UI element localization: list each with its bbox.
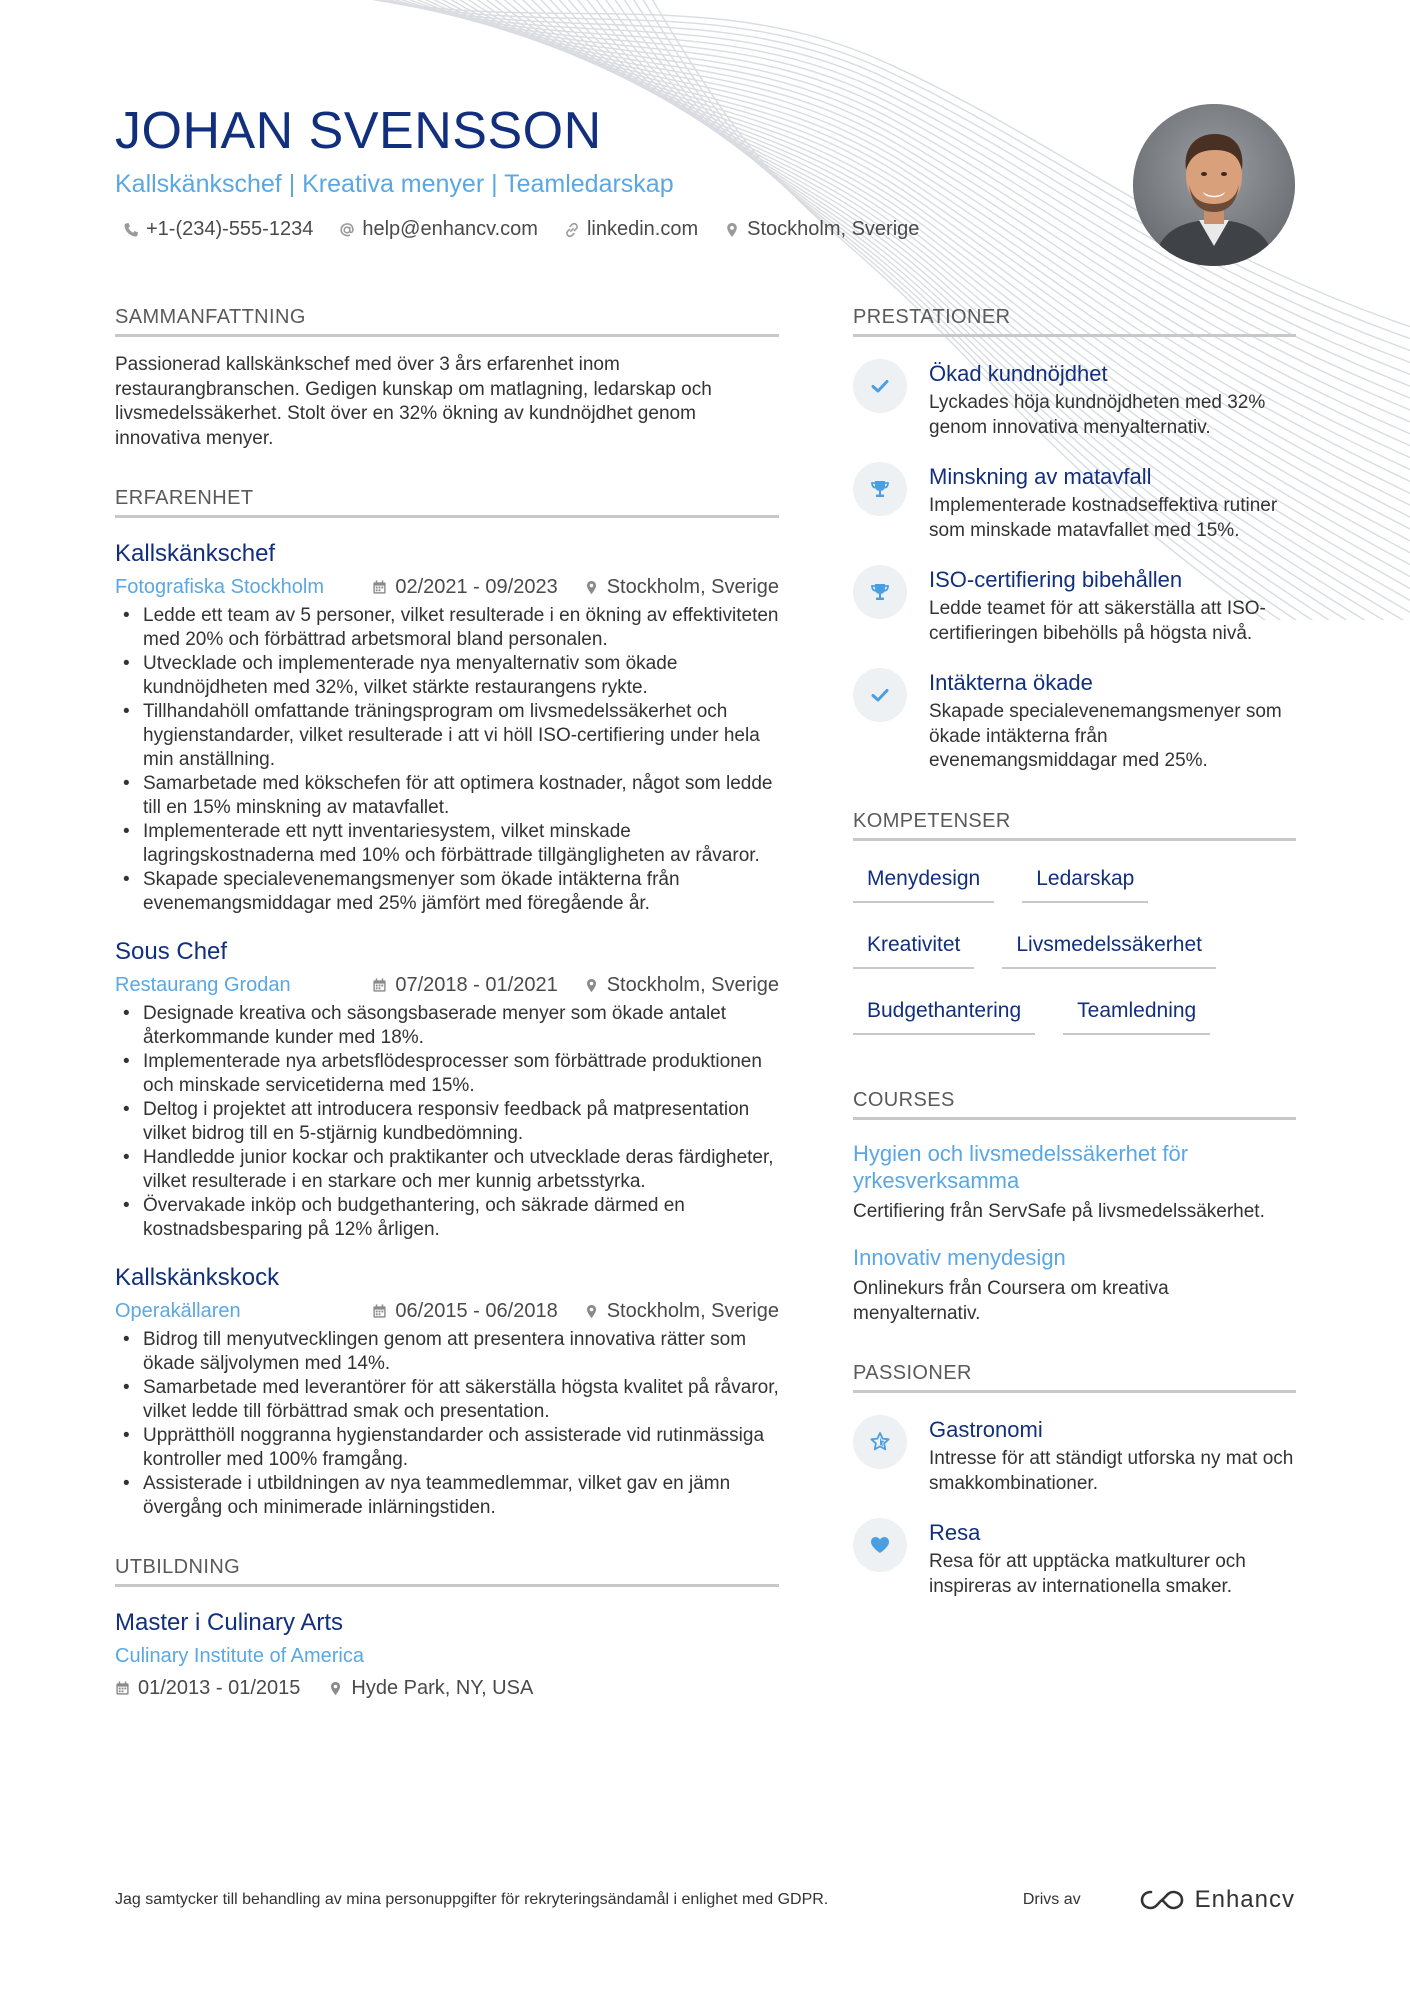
passion-icon-badge bbox=[853, 1518, 907, 1572]
passion-desc: Resa för att upptäcka matkulturer och inspireras av internationella smaker. bbox=[929, 1551, 1246, 1597]
job-meta bbox=[115, 1298, 779, 1324]
right-column bbox=[853, 304, 1296, 1633]
job-bullets bbox=[115, 1002, 779, 1242]
job-title: Sous Chef bbox=[115, 938, 228, 965]
passion-item bbox=[853, 1518, 1296, 1599]
passion-icon-badge bbox=[853, 1415, 907, 1469]
job-dates bbox=[372, 972, 557, 998]
brand-name: Enhancv bbox=[1194, 1886, 1295, 1913]
calendar-icon bbox=[115, 1681, 130, 1696]
contact-linkedin[interactable] bbox=[564, 218, 698, 241]
job-title: Kallskänkschef bbox=[115, 540, 276, 567]
course-title: Hygien och livsmedelssäkerhet för yrkesverksamma bbox=[853, 1140, 1189, 1193]
achievements-section bbox=[853, 304, 1296, 774]
trophy-icon bbox=[868, 580, 892, 604]
job-bullet: • Implementerade nya arbetsflödesprocesser som förbättrade produktionen och minskade servicetiderna med 15%. bbox=[115, 1050, 779, 1098]
job-bullet: • Skapade specialevenemangsmenyer som ökade intäkterna från evenemangsmiddagar med 25% jämfört med föregående år. bbox=[115, 868, 779, 916]
location-pin-icon bbox=[328, 1681, 343, 1696]
job-entry bbox=[115, 936, 779, 1242]
course-desc: Certifiering från ServSafe på livsmedelssäkerhet. bbox=[853, 1200, 1265, 1222]
course-desc: Onlinekurs från Coursera om kreativa menyalternativ. bbox=[853, 1278, 1169, 1324]
job-location-text: Stockholm, Sverige bbox=[606, 1300, 779, 1322]
job-location bbox=[584, 1298, 779, 1324]
brand-logo[interactable] bbox=[1139, 1886, 1295, 1914]
achievement-icon-badge bbox=[853, 462, 907, 516]
job-bullet: • Designade kreativa och säsongsbaserade menyer som ökade antalet återkommande kunder med 18%. bbox=[115, 1002, 779, 1050]
skill-tag: Kreativitet bbox=[853, 921, 974, 969]
skill-tag: Teamledning bbox=[1063, 987, 1210, 1035]
skill-tag: Ledarskap bbox=[1022, 855, 1148, 903]
job-bullet: • Utvecklade och implementerade nya menyalternativ som ökade kundnöjdheten med 32%, vilket stärkte restaurangens rykte. bbox=[115, 652, 779, 700]
job-bullet: • Deltog i projektet att introducera responsiv feedback på matpresentation vilket bidrog till en 5-stjärnig kundbedömning. bbox=[115, 1098, 779, 1146]
achievement-icon-badge bbox=[853, 668, 907, 722]
skill-tag: Livsmedelssäkerhet bbox=[1002, 921, 1216, 969]
job-bullet: • Samarbetade med kökschefen för att optimera kostnader, något som ledde till en 15% minskning av matavfallet. bbox=[115, 772, 779, 820]
achievement-icon-badge bbox=[853, 359, 907, 413]
summary-heading: SAMMANFATTNING bbox=[115, 304, 779, 337]
job-company: Restaurang Grodan bbox=[115, 974, 291, 996]
footer bbox=[115, 1880, 1295, 1920]
link-icon bbox=[564, 222, 580, 238]
job-title: Kallskänkskock bbox=[115, 1264, 280, 1291]
job-bullet: • Samarbetade med leverantörer för att säkerställa högsta kvalitet på råvaror, vilket ledde till förbättrad smak och presentation. bbox=[115, 1376, 779, 1424]
job-bullet: • Ledde ett team av 5 personer, vilket resulterade i en ökning av effektiviteten med 20% och förbättrad arbetsmoral bland personalen. bbox=[115, 604, 779, 652]
job-bullet: • Bidrog till menyutvecklingen genom att presentera innovativa rätter som ökade säljvolymen med 14%. bbox=[115, 1328, 779, 1376]
achievements-heading: PRESTATIONER bbox=[853, 304, 1296, 337]
job-dates-text: 02/2021 - 09/2023 bbox=[395, 576, 558, 598]
gdpr-consent: Jag samtycker till behandling av mina personuppgifter för rekryteringsändamål i enlighet med GDPR. bbox=[115, 1891, 829, 1908]
job-dates-text: 06/2015 - 06/2018 bbox=[395, 1300, 558, 1322]
achievement-item bbox=[853, 668, 1296, 774]
education-location bbox=[328, 1675, 533, 1701]
skill-tag: Budgethantering bbox=[853, 987, 1035, 1035]
job-bullet: • Handledde junior kockar och praktikanter och utvecklade deras färdigheter, vilket resulterade i en starkare och mer kunnig arbetsstyrka. bbox=[115, 1146, 779, 1194]
passions-section bbox=[853, 1360, 1296, 1599]
heart-icon bbox=[868, 1533, 892, 1557]
job-bullet: • Assisterade i utbildningen av nya teammedlemmar, vilket gav en jämn övergång och minimerade inlärningstiden. bbox=[115, 1472, 779, 1520]
job-dates bbox=[372, 1298, 557, 1324]
calendar-icon bbox=[372, 978, 387, 993]
education-meta bbox=[115, 1675, 779, 1701]
job-meta-right bbox=[372, 1298, 779, 1324]
person-portrait-icon bbox=[1133, 104, 1295, 266]
job-bullet: • Tillhandahöll omfattande träningsprogram om livsmedelssäkerhet och hygienstandarder, vilket resulterade i att vi höll ISO-certifiering under hela min anställning. bbox=[115, 700, 779, 772]
summary-section bbox=[115, 304, 779, 451]
resume-header bbox=[115, 100, 1115, 241]
experience-section bbox=[115, 485, 779, 1520]
location-pin-icon bbox=[724, 222, 740, 238]
job-dates-text: 07/2018 - 01/2021 bbox=[395, 974, 558, 996]
contact-email-text: help@enhancv.com bbox=[362, 218, 538, 240]
passion-desc: Intresse för att ständigt utforska ny mat och smakkombinationer. bbox=[929, 1448, 1294, 1494]
passions-heading: PASSIONER bbox=[853, 1360, 1296, 1393]
achievement-title: Intäkterna ökade bbox=[929, 670, 1093, 695]
location-pin-icon bbox=[584, 978, 599, 993]
skill-tag: Menydesign bbox=[853, 855, 994, 903]
job-entry bbox=[115, 538, 779, 916]
check-icon bbox=[868, 683, 892, 707]
contact-email[interactable] bbox=[339, 218, 538, 241]
job-company: Operakällaren bbox=[115, 1300, 241, 1322]
job-meta bbox=[115, 972, 779, 998]
achievement-icon-badge bbox=[853, 565, 907, 619]
at-icon bbox=[339, 222, 355, 238]
passion-item bbox=[853, 1415, 1296, 1496]
courses-section bbox=[853, 1087, 1296, 1327]
course-item bbox=[853, 1244, 1296, 1326]
contact-bar bbox=[115, 218, 1115, 241]
achievement-title: ISO-certifiering bibehållen bbox=[929, 567, 1183, 592]
job-bullets bbox=[115, 1328, 779, 1520]
achievement-desc: Implementerade kostnadseffektiva rutiner som minskade matavfallet med 15%. bbox=[929, 495, 1278, 541]
course-title: Innovativ menydesign bbox=[853, 1245, 1066, 1270]
achievement-desc: Lyckades höja kundnöjdheten med 32% genom innovativa menyalternativ. bbox=[929, 392, 1266, 438]
candidate-name: JOHAN SVENSSON bbox=[115, 102, 602, 160]
job-bullet: • Upprätthöll noggranna hygienstandarder och assisterade vid rutinmässiga kontroller med 100% framgång. bbox=[115, 1424, 779, 1472]
education-location-text: Hyde Park, NY, USA bbox=[351, 1677, 534, 1699]
location-pin-icon bbox=[584, 1304, 599, 1319]
achievement-item bbox=[853, 565, 1296, 646]
job-entry bbox=[115, 1262, 779, 1520]
profile-photo bbox=[1133, 104, 1295, 266]
education-section bbox=[115, 1554, 779, 1701]
education-school: Culinary Institute of America bbox=[115, 1645, 364, 1667]
job-bullet: • Implementerade ett nytt inventariesystem, vilket minskade lagringskostnaderna med 10% och förbättrade tillgängligheten av råvaror. bbox=[115, 820, 779, 868]
experience-heading: ERFARENHET bbox=[115, 485, 779, 518]
achievement-title: Minskning av matavfall bbox=[929, 464, 1152, 489]
course-item bbox=[853, 1140, 1296, 1225]
achievement-item bbox=[853, 359, 1296, 440]
star-icon bbox=[868, 1430, 892, 1454]
powered-by-label: Drivs av bbox=[1022, 1891, 1081, 1908]
contact-linkedin-text: linkedin.com bbox=[586, 218, 699, 240]
job-dates bbox=[372, 574, 557, 600]
job-meta-right bbox=[372, 574, 779, 600]
phone-icon bbox=[123, 222, 139, 238]
left-column bbox=[115, 304, 779, 1735]
achievement-desc: Skapade specialevenemangsmenyer som ökade intäkterna från evenemangsmiddagar med 25%. bbox=[929, 701, 1282, 771]
achievement-desc: Ledde teamet för att säkerställa att ISO-certifieringen bibehölls på högsta nivå. bbox=[929, 598, 1266, 644]
education-degree: Master i Culinary Arts bbox=[115, 1609, 344, 1636]
job-location bbox=[584, 574, 779, 600]
job-bullet: • Övervakade inköp och budgethantering, och säkrade därmed en kostnadsbesparing på 12% årligen. bbox=[115, 1194, 779, 1242]
job-location-text: Stockholm, Sverige bbox=[606, 974, 779, 996]
calendar-icon bbox=[372, 1304, 387, 1319]
job-company: Fotografiska Stockholm bbox=[115, 576, 324, 598]
location-pin-icon bbox=[584, 580, 599, 595]
job-bullets bbox=[115, 604, 779, 916]
contact-location bbox=[724, 218, 919, 241]
contact-phone-text: +1-(234)-555-1234 bbox=[146, 218, 314, 240]
job-location-text: Stockholm, Sverige bbox=[606, 576, 779, 598]
job-location bbox=[584, 972, 779, 998]
passion-title: Gastronomi bbox=[929, 1417, 1043, 1442]
contact-phone[interactable] bbox=[123, 218, 313, 241]
education-dates-text: 01/2013 - 01/2015 bbox=[138, 1677, 301, 1699]
skills-heading: KOMPETENSER bbox=[853, 808, 1296, 841]
courses-heading: COURSES bbox=[853, 1087, 1296, 1120]
education-heading: UTBILDNING bbox=[115, 1554, 779, 1587]
skills-section bbox=[853, 808, 1296, 1053]
job-meta-right bbox=[372, 972, 779, 998]
skills-list bbox=[853, 855, 1296, 1053]
achievement-title: Ökad kundnöjdhet bbox=[929, 361, 1108, 386]
check-icon bbox=[868, 374, 892, 398]
job-meta bbox=[115, 574, 779, 600]
contact-location-text: Stockholm, Sverige bbox=[747, 218, 920, 240]
candidate-headline: Kallskänkschef | Kreativa menyer | Teamledarskap bbox=[115, 170, 674, 198]
summary-text: Passionerad kallskänkschef med över 3 års erfarenhet inom restaurangbranschen. Gedigen kunskap om matlagning, ledarskap och livsmedelssäkerhet. Stolt över en 32% ökning av kundnöjdhet genom innovativa menyer. bbox=[115, 354, 712, 449]
infinity-logo-icon bbox=[1139, 1888, 1185, 1912]
calendar-icon bbox=[372, 580, 387, 595]
education-dates bbox=[115, 1675, 300, 1701]
passion-title: Resa bbox=[929, 1520, 981, 1545]
trophy-icon bbox=[868, 477, 892, 501]
achievement-item bbox=[853, 462, 1296, 543]
